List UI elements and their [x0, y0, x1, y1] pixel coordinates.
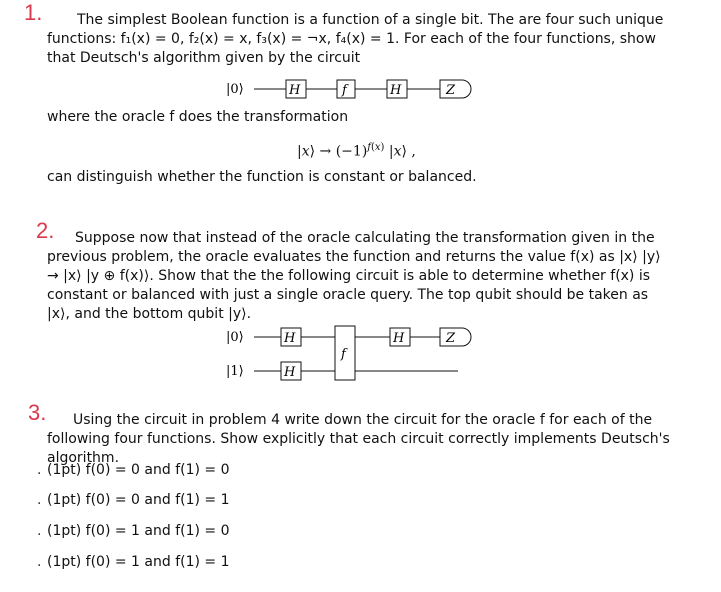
- list-item: . (1pt) f(0) = 0 and f(1) = 1: [37, 492, 230, 508]
- list-item: . (1pt) f(0) = 1 and f(1) = 0: [37, 523, 230, 539]
- list-item-text: (1pt) f(0) = 1 and f(1) = 0: [47, 523, 230, 539]
- deutsch-circuit-2: [0, 322, 721, 382]
- list-item-text: (1pt) f(0) = 1 and f(1) = 1: [47, 554, 230, 570]
- list-item-text: (1pt) f(0) = 0 and f(1) = 1: [47, 492, 230, 508]
- circuit1-meter-label: Z: [446, 83, 456, 98]
- circuit2-meter: [440, 328, 471, 346]
- deutsch-circuit-1: [0, 73, 721, 113]
- circuit2-meter-label: Z: [446, 331, 456, 346]
- problem-1-text: The simplest Boolean function is a function of a single bit. The are four such unique functions: f₁(x) = 0, f₂(x) = x, f₃(x) = ¬x, f₄(x) = 1. For each of the four functions, show that Deutsch's algorithm given by the circuit: [47, 12, 664, 66]
- problem-1-conclusion: can distinguish whether the function is constant or balanced.: [47, 169, 477, 185]
- circuit1-gate-h1-label: H: [289, 83, 301, 98]
- problem-2-text: Suppose now that instead of the oracle calculating the transformation given in the previous problem, the oracle evaluates the function and returns the value f(x) as |x⟩ |y⟩ → |x⟩ |y ⊕ f(x)⟩. Show that the the following circuit is able to determine whether f(x) is constant or balanced with just a single oracle query. The top qubit should be taken as |x⟩, and the bottom qubit |y⟩.: [47, 230, 661, 322]
- list-item: . (1pt) f(0) = 0 and f(1) = 0: [37, 462, 230, 478]
- problem-3-number: 3.: [28, 400, 47, 425]
- phase-oracle-equation: |x⟩ → $(-1)^{f(x)}$ |x⟩ ,: [297, 142, 416, 160]
- circuit2-bottom-input: |1⟩: [226, 364, 244, 379]
- circuit2-oracle-label: f: [341, 347, 346, 362]
- problem-3-text: Using the circuit in problem 4 write down the circuit for the oracle f for each of the following four functions. Show explicitly that each circuit correctly implements Deutsch's algorithm.: [47, 412, 670, 466]
- problem-2-number: 2.: [36, 218, 55, 243]
- list-item: . (1pt) f(0) = 1 and f(1) = 1: [37, 554, 230, 570]
- circuit1-gate-f-label: f: [342, 83, 347, 98]
- circuit1-meter: [440, 80, 471, 98]
- circuit1-gate-h2-label: H: [390, 83, 402, 98]
- list-item-text: (1pt) f(0) = 0 and f(1) = 0: [47, 462, 230, 478]
- problem-1-number: 1.: [24, 0, 43, 25]
- circuit2-final-h-label: H: [393, 331, 405, 346]
- circuit2-top-h-label: H: [284, 331, 296, 346]
- problem-1-text-after: where the oracle f does the transformation: [47, 109, 349, 125]
- circuit1-input-label: |0⟩: [226, 82, 244, 97]
- circuit2-top-input: |0⟩: [226, 330, 244, 345]
- circuit2-bottom-h-label: H: [284, 365, 296, 380]
